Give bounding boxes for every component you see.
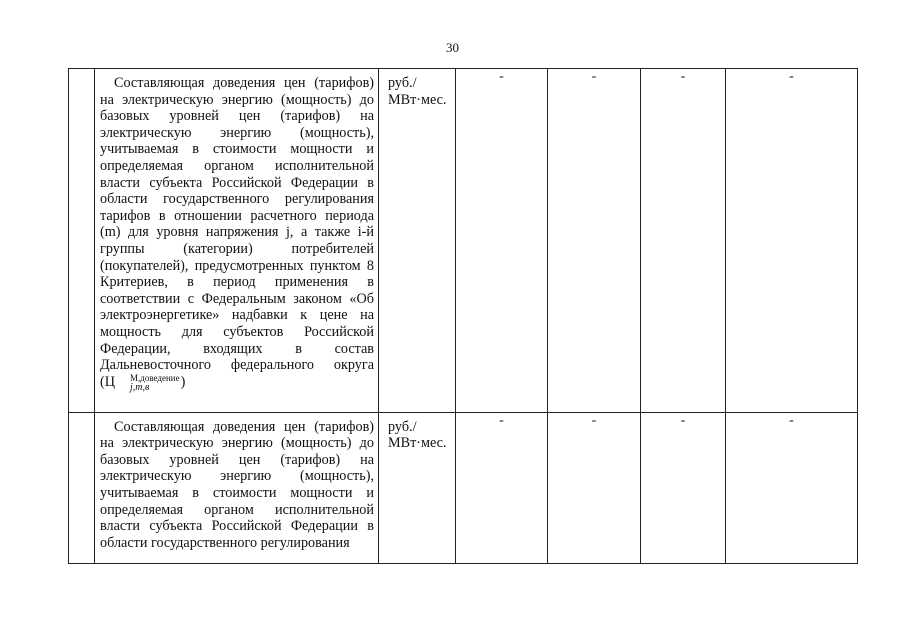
symbol-subscript: j,m,в xyxy=(129,381,150,393)
description-text: Составляющая доведения цен (тарифов) на электрическую энергию (мощность) до базовых уровней цен (тарифов) на электрическую энергию (мощность), учитываемая в стоимости мощности и определяемая органом исполнительной власти субъекта Российской Федерации в области государственного регулирования xyxy=(100,418,374,551)
unit-line: МВт·мес. xyxy=(388,91,447,108)
unit-line: руб./ xyxy=(388,418,417,435)
table-row xyxy=(69,412,858,563)
page-number: 30 xyxy=(446,40,459,55)
value-cell: - xyxy=(456,69,548,413)
value-cell: - xyxy=(641,412,726,563)
symbol-superscript: М,доведение xyxy=(129,372,180,383)
value-cell: - xyxy=(548,69,641,413)
formula-symbol: (Ц М,доведение j,m,в ) xyxy=(100,372,186,393)
description-cell xyxy=(95,69,379,413)
tariff-table xyxy=(68,68,858,564)
description-text: Составляющая доведения цен (тарифов) на электрическую энергию (мощность) до базовых уровней цен (тарифов) на электрическую энергию (мощность), учитываемая в стоимости мощности и определяемая органом исполнительной власти субъекта Российской Федерации в области государственного регулирования тарифов в отношении расчетного периода (m) для уровня напряжения j, а также i-й группы (категории) потребителей (покупателей), предусмотренных пунктом 8 Критериев, в период применения в соответствии с Федеральным законом «Об электроэнергетике» надбавки к цене на мощность для субъектов Российской Федерации, входящих в состав Дальневосточного федерального округа (Ц М,доведение j,m,в ) xyxy=(100,75,374,393)
value-cell: - xyxy=(548,412,641,563)
value-cell: - xyxy=(726,412,858,563)
unit-line: МВт·мес. xyxy=(388,435,447,452)
table-row xyxy=(69,69,858,413)
value-cell: - xyxy=(456,412,548,563)
description-cell xyxy=(95,412,379,563)
value-cell: - xyxy=(726,69,858,413)
unit-cell xyxy=(379,69,456,413)
row-number-cell xyxy=(69,412,95,563)
row-number-cell xyxy=(69,69,95,413)
value-cell: - xyxy=(641,69,726,413)
unit-cell xyxy=(379,412,456,563)
unit-line: руб./ xyxy=(388,75,417,91)
